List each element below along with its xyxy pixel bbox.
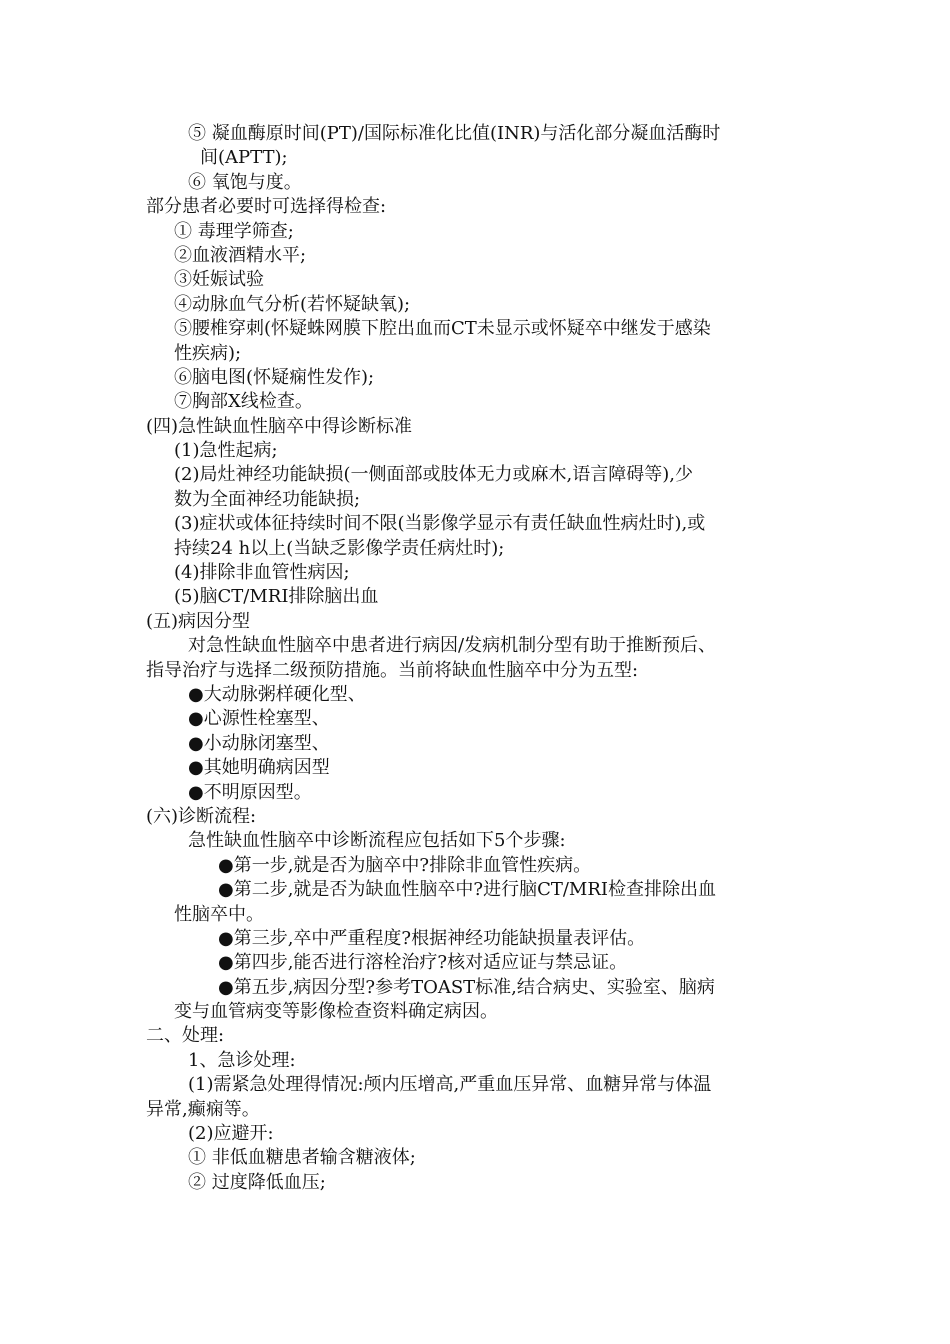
text-line: 对急性缺血性脑卒中患者进行病因/发病机制分型有助于推断预后、 — [188, 635, 717, 657]
text-line: ① 毒理学筛查; — [174, 220, 294, 242]
text-line: (3)症状或体征持续时间不限(当影像学显示有责任缺血性病灶时),或 — [174, 513, 706, 535]
text-line: ⑥脑电图(怀疑痫性发作); — [174, 366, 375, 388]
text-line: ●心源性栓塞型、 — [188, 708, 330, 730]
text-line: 1、急诊处理: — [188, 1049, 296, 1071]
text-line: ●小动脉闭塞型、 — [188, 732, 330, 754]
text-line: (五)病因分型 — [146, 610, 251, 632]
text-line: (5)脑CT/MRI排除脑出血 — [174, 586, 379, 608]
text-line: ●第三步,卒中严重程度?根据神经功能缺损量表评估。 — [218, 927, 646, 949]
text-line: 间(APTT); — [200, 147, 288, 169]
text-line: 性疾病); — [174, 342, 242, 364]
text-line: 持续24 h以上(当缺乏影像学责任病灶时); — [174, 537, 505, 559]
text-line: ① 非低血糖患者输含糖液体; — [188, 1147, 416, 1169]
text-line: ●第二步,就是否为缺血性脑卒中?进行脑CT/MRI检查排除出血 — [218, 879, 717, 901]
text-line: ⑥ 氧饱与度。 — [188, 171, 302, 193]
text-line: (1)急性起病; — [174, 440, 278, 462]
text-line: ⑦胸部X线检查。 — [174, 391, 313, 413]
text-line: 数为全面神经功能缺损; — [174, 488, 361, 510]
text-line: ●不明原因型。 — [188, 781, 312, 803]
text-line: ●大动脉粥样硬化型、 — [188, 683, 366, 705]
text-line: 变与血管病变等影像检查资料确定病因。 — [174, 1001, 498, 1023]
text-line: ② 过度降低血压; — [188, 1171, 326, 1193]
text-line: (1)需紧急处理得情况:颅内压增高,严重血压异常、血糖异常与体温 — [188, 1074, 712, 1096]
text-line: ●第五步,病因分型?参考TOAST标准,结合病史、实验室、脑病 — [218, 976, 715, 998]
text-line: (2)应避开: — [188, 1123, 274, 1145]
text-line: ②血液酒精水平; — [174, 244, 307, 266]
text-line: ●第四步,能否进行溶栓治疗?核对适应证与禁忌证。 — [218, 952, 628, 974]
text-line: ●第一步,就是否为脑卒中?排除非血管性疾病。 — [218, 854, 592, 876]
text-line: ⑤腰椎穿刺(怀疑蛛网膜下腔出血而CT未显示或怀疑卒中继发于感染 — [174, 318, 711, 340]
text-line: 指导治疗与选择二级预防措施。当前将缺血性脑卒中分为五型: — [146, 659, 639, 681]
text-line: 部分患者必要时可选择得检查: — [146, 196, 387, 218]
document-body — [146, 122, 806, 1195]
text-line: ④动脉血气分析(若怀疑缺氧); — [174, 293, 411, 315]
text-line: ●其她明确病因型 — [188, 757, 330, 779]
text-line: ③妊娠试验 — [174, 269, 264, 291]
text-line: ⑤ 凝血酶原时间(PT)/国际标准化比值(INR)与活化部分凝血活酶时 — [188, 123, 721, 144]
text-line: (六)诊断流程: — [146, 805, 257, 827]
text-line: 二、处理: — [146, 1025, 225, 1047]
text-line: 性脑卒中。 — [174, 903, 264, 925]
text-line: (四)急性缺血性脑卒中得诊断标准 — [146, 415, 413, 437]
text-line: 急性缺血性脑卒中诊断流程应包括如下5个步骤: — [188, 830, 566, 852]
text-line: (2)局灶神经功能缺损(一侧面部或肢体无力或麻木,语言障碍等),少 — [174, 464, 693, 486]
text-line: 异常,癫痫等。 — [146, 1098, 260, 1120]
text-line: (4)排除非血管性病因; — [174, 562, 350, 584]
